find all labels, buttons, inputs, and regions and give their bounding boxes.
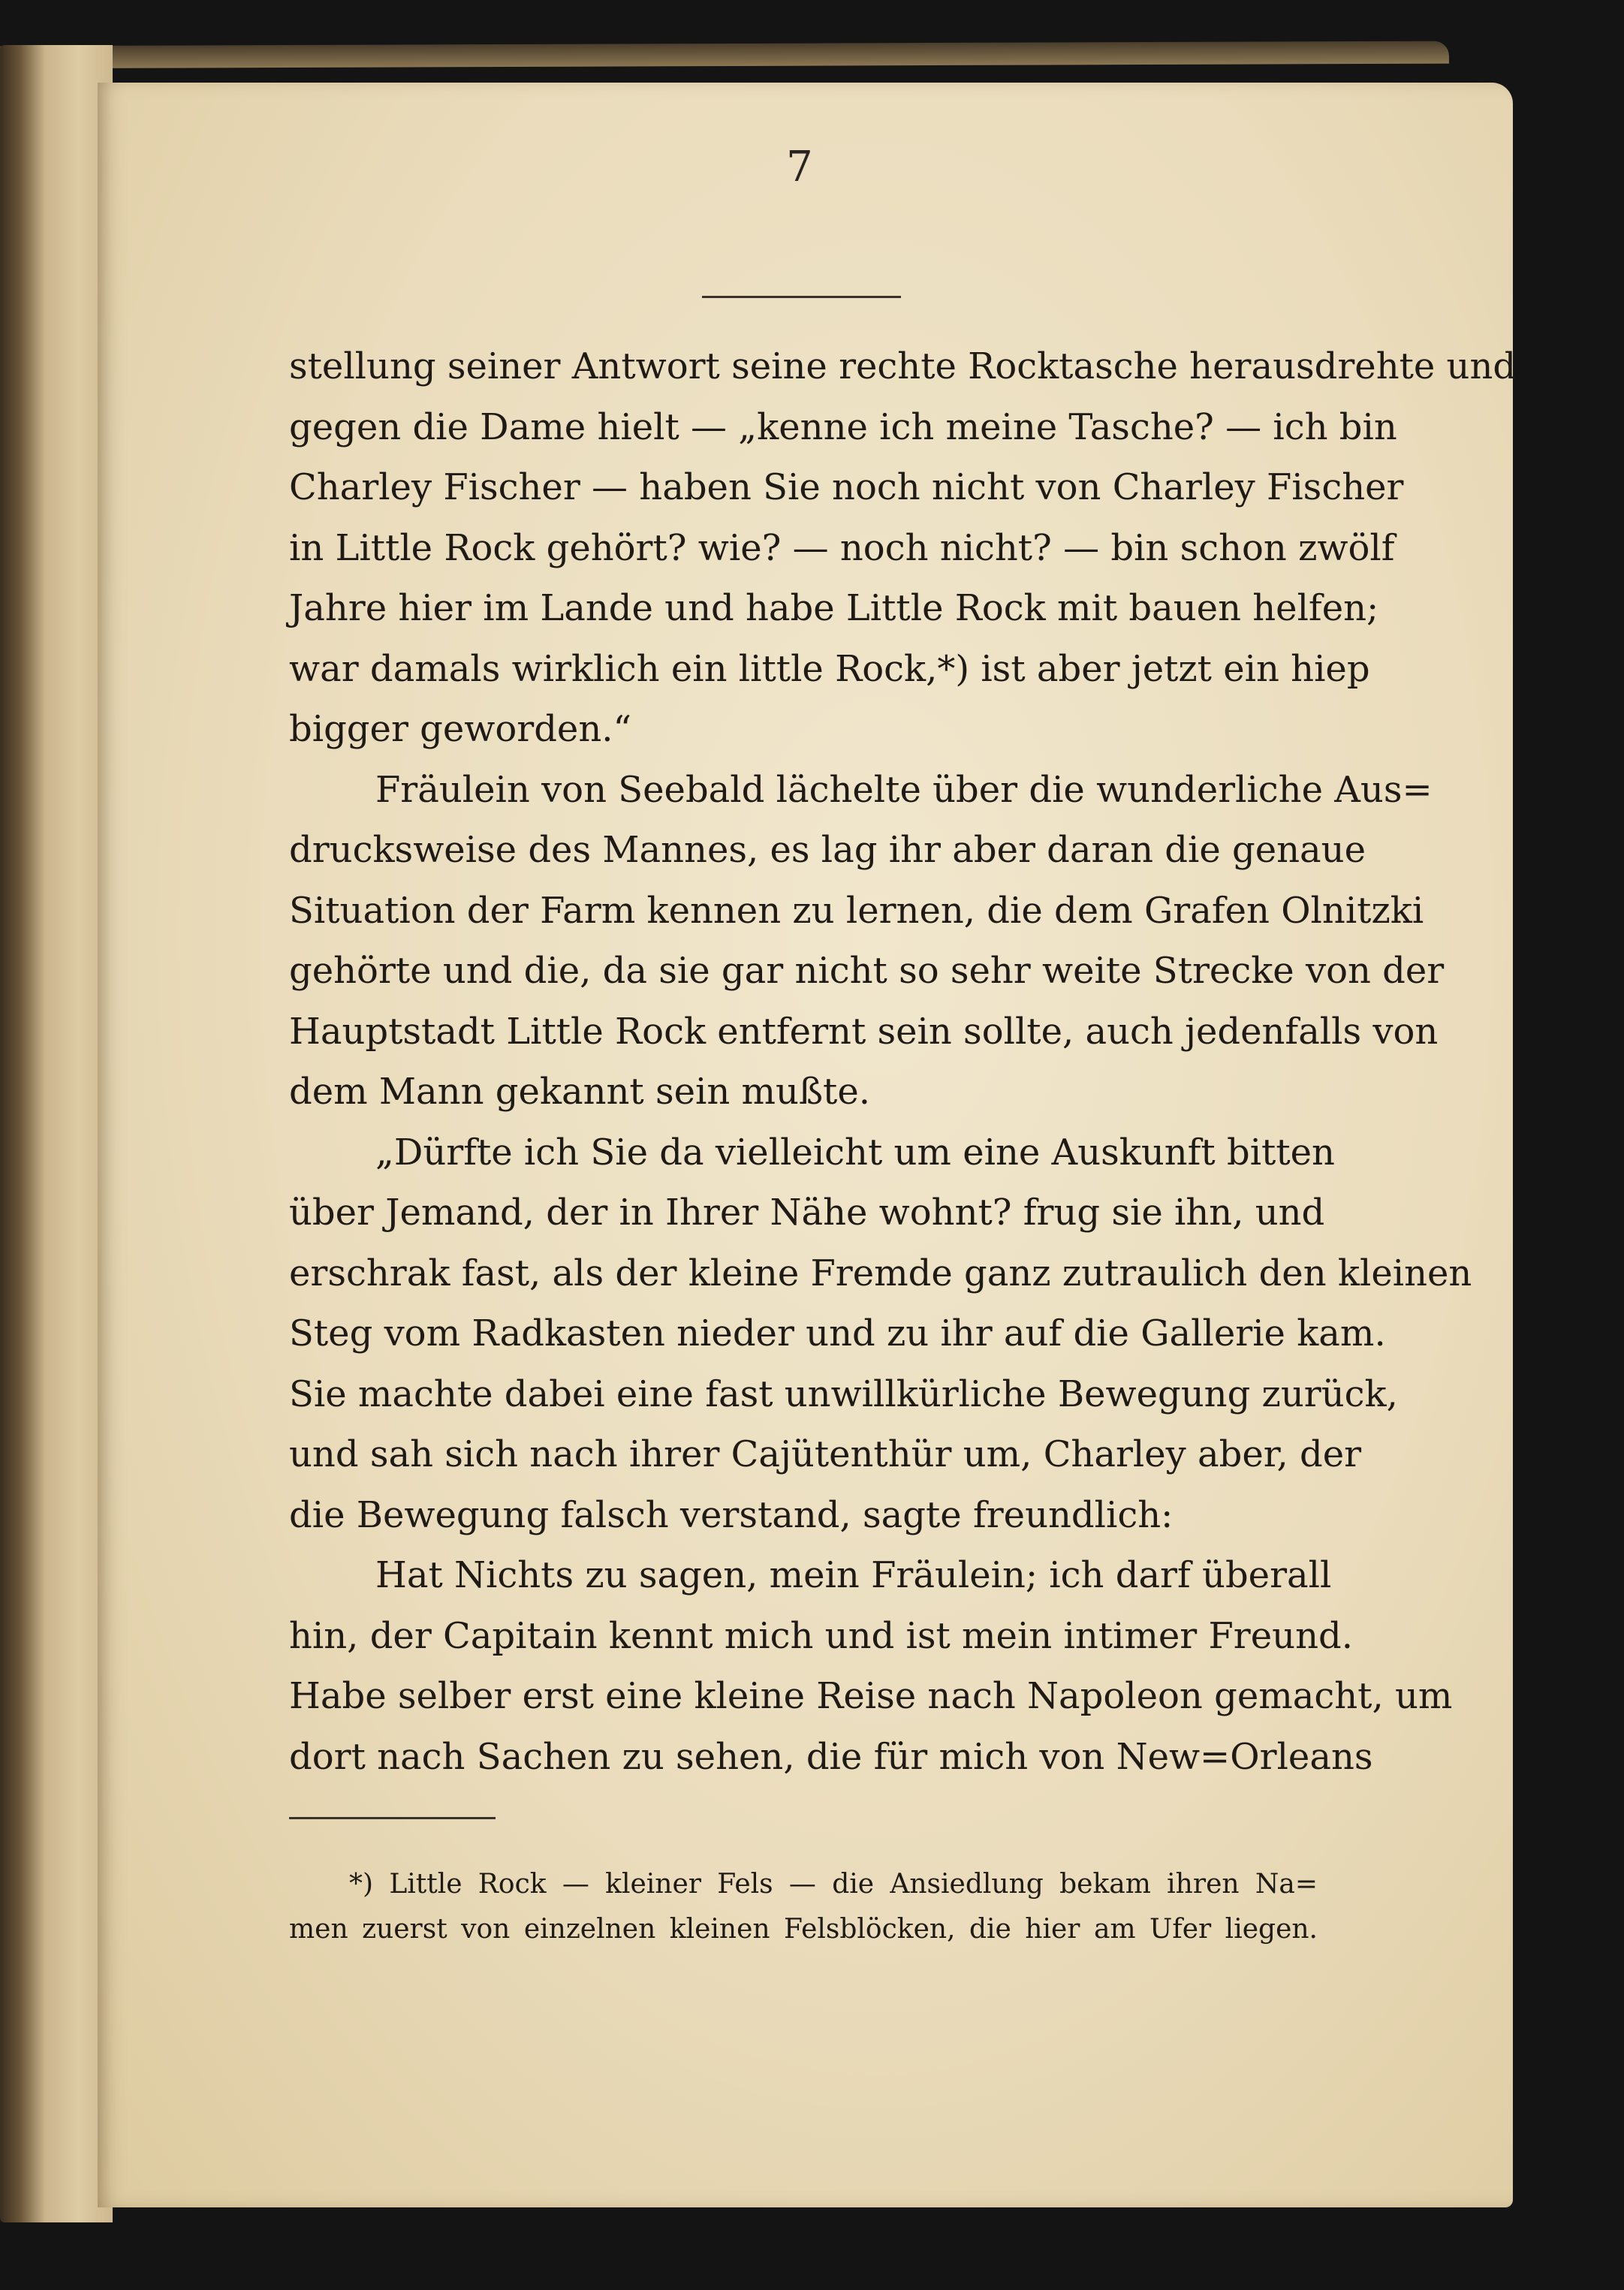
text-line: war damals wirklich ein little Rock,*) ist aber jetzt ein hiep: [289, 647, 1370, 690]
book-top-edge: [0, 41, 1449, 69]
text-line: und sah sich nach ihrer Cajütenthür um, Charley aber, der: [289, 1433, 1362, 1475]
footnote-line: *) Little Rock — kleiner Fels — die Ansiedlung bekam ihren Na=: [349, 1869, 1318, 1900]
text-line: gehörte und die, da sie gar nicht so sehr weite Strecke von der: [289, 950, 1445, 992]
text-line: erschrak fast, als der kleine Fremde ganz zutraulich den kleinen: [289, 1252, 1472, 1294]
page-number-rule: [702, 296, 901, 298]
text-line: bigger geworden.“: [289, 708, 632, 750]
text-line: über Jemand, der in Ihrer Nähe wohnt? frug sie ihn, und: [289, 1192, 1325, 1234]
footnotes: [289, 1862, 1318, 1952]
text-line: die Bewegung falsch verstand, sagte freundlich:: [289, 1493, 1174, 1536]
text-line: Habe selber erst eine kleine Reise nach Napoleon gemacht, um: [289, 1675, 1453, 1717]
text-line: Fräulein von Seebald lächelte über die wunderliche Aus=: [375, 768, 1433, 811]
text-line: Sie machte dabei eine fast unwillkürliche Bewegung zurück,: [289, 1372, 1398, 1415]
text-line: dort nach Sachen zu sehen, die für mich von New=Orleans: [289, 1735, 1373, 1778]
text-line: dem Mann gekannt sein mußte.: [289, 1071, 870, 1113]
text-line: hin, der Capitain kennt mich und ist mein intimer Freund.: [289, 1614, 1353, 1657]
text-line: drucksweise des Mannes, es lag ihr aber daran die genaue: [289, 829, 1366, 871]
body-text: [289, 336, 1517, 1787]
text-line: Hat Nichts zu sagen, mein Fräulein; ich darf überall: [375, 1554, 1332, 1596]
footnote-rule: [289, 1817, 496, 1819]
text-line: gegen die Dame hielt — „kenne ich meine Tasche? — ich bin: [289, 405, 1397, 448]
text-line: stellung seiner Antwort seine rechte Rocktasche herausdrehte und: [289, 345, 1517, 387]
text-line: Jahre hier im Lande und habe Little Rock mit bauen helfen;: [289, 587, 1379, 629]
text-line: Steg vom Radkasten nieder und zu ihr auf die Gallerie kam.: [289, 1312, 1386, 1354]
text-line: Hauptstadt Little Rock entfernt sein sollte, auch jedenfalls von: [289, 1010, 1439, 1053]
text-line: in Little Rock gehört? wie? — noch nicht? — bin schon zwölf: [289, 526, 1395, 569]
text-line: Situation der Farm kennen zu lernen, die dem Grafen Olnitzki: [289, 889, 1424, 932]
text-line: Charley Fischer — haben Sie noch nicht von Charley Fischer: [289, 466, 1404, 508]
text-line: „Dürfte ich Sie da vielleicht um eine Auskunft bitten: [375, 1131, 1335, 1174]
page-number: 7: [786, 143, 813, 191]
book-spine-edge: [0, 45, 113, 2222]
footnote-line: men zuerst von einzelnen kleinen Felsblöcken, die hier am Ufer liegen.: [289, 1914, 1318, 1945]
